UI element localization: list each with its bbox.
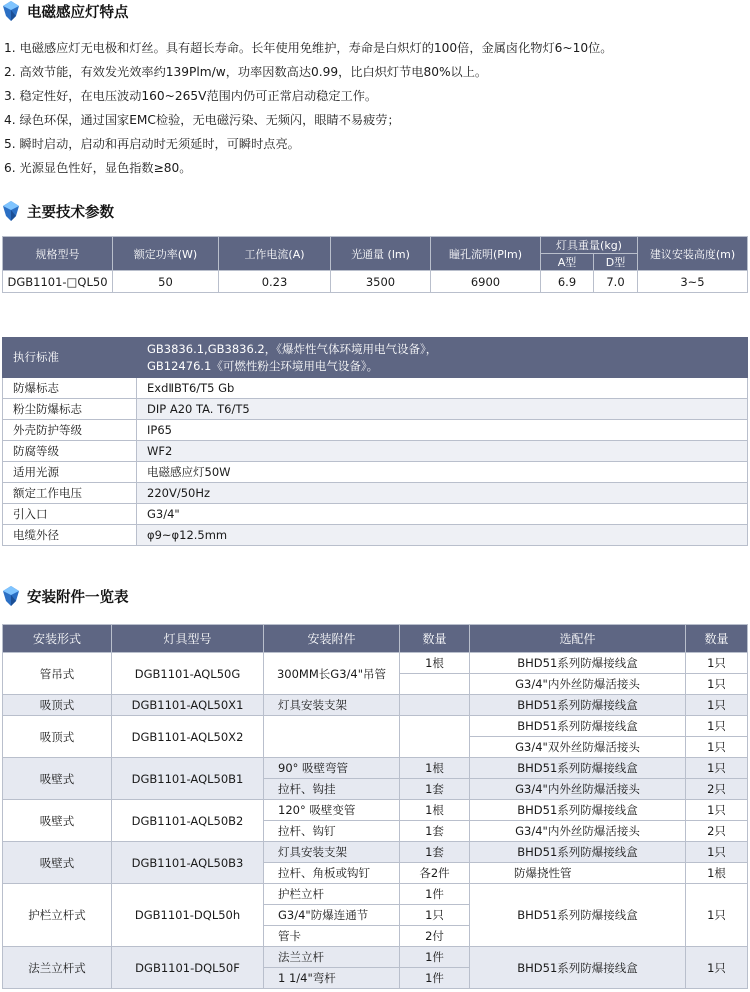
acc-part: 拉杆、钩挂 <box>264 779 400 800</box>
specs-header-weight: 灯具重量(kg) <box>541 237 638 254</box>
acc-option: G3/4"内外丝防爆活接头 <box>470 779 686 800</box>
specs-header-weight-a: A型 <box>541 254 594 271</box>
acc-row <box>3 947 748 968</box>
specs-table <box>2 236 748 293</box>
standards-label: 执行标准 <box>3 338 137 378</box>
standards-table <box>2 337 748 546</box>
acc-form: 法兰立杆式 <box>3 947 112 989</box>
specs-cell: 0.23 <box>219 271 331 293</box>
standards-label: 适用光源 <box>3 462 137 483</box>
specs-header-model: 规格型号 <box>3 237 113 271</box>
standards-row <box>3 399 748 420</box>
gem-icon <box>3 586 19 606</box>
acc-header: 数量 <box>400 625 470 653</box>
feature-item: 6. 光源显色性好，显色指数≥80。 <box>4 161 192 175</box>
specs-header-aperture: 瞳孔流明(Plm) <box>431 237 541 271</box>
feature-item: 2. 高效节能，有效发光效率约139Plm/w，功率因数高达0.99，比白炽灯节电80%以上。 <box>4 65 488 79</box>
acc-option: 防爆挠性管 <box>470 863 686 884</box>
standards-label: 粉尘防爆标志 <box>3 399 137 420</box>
gem-icon <box>3 201 19 221</box>
acc-qty: 1件 <box>400 947 470 968</box>
acc-option: BHD51系列防爆接线盒 <box>470 800 686 821</box>
standards-label: 防爆标志 <box>3 378 137 399</box>
acc-oqty: 1只 <box>686 884 748 947</box>
acc-model: DGB1101-AQL50B2 <box>112 800 264 842</box>
specs-header-flux: 光通量 (lm) <box>331 237 431 271</box>
acc-qty: 各2件 <box>400 863 470 884</box>
specs-cell: 50 <box>113 271 219 293</box>
acc-header: 灯具型号 <box>112 625 264 653</box>
acc-model: DGB1101-AQL50B1 <box>112 758 264 800</box>
acc-qty: 1件 <box>400 884 470 905</box>
specs-cell: DGB1101-□QL50 <box>3 271 113 293</box>
standards-value: 220V/50Hz <box>137 483 748 504</box>
gem-icon <box>3 1 19 21</box>
acc-option: BHD51系列防爆接线盒 <box>470 884 686 947</box>
acc-qty: 1套 <box>400 821 470 842</box>
acc-form: 吸壁式 <box>3 842 112 884</box>
tech-section-title <box>0 200 114 222</box>
acc-part: 拉杆、角板或钩钉 <box>264 863 400 884</box>
acc-qty: 1根 <box>400 800 470 821</box>
acc-oqty: 1只 <box>686 695 748 716</box>
acc-option: G3/4"内外丝防爆活接头 <box>470 821 686 842</box>
standards-value: ExdⅡBT6/T5 Gb <box>137 378 748 399</box>
acc-row <box>3 800 748 821</box>
specs-cell: 7.0 <box>594 271 638 293</box>
acc-part <box>264 716 400 758</box>
standards-label: 引入口 <box>3 504 137 525</box>
acc-option: BHD51系列防爆接线盒 <box>470 716 686 737</box>
acc-row <box>3 695 748 716</box>
acc-oqty: 1只 <box>686 737 748 758</box>
acc-oqty: 1只 <box>686 947 748 989</box>
accessories-title: 安装附件一览表 <box>27 589 129 606</box>
standards-line: GB3836.1,GB3836.2，《爆炸性气体环境用电气设备》， <box>147 341 438 356</box>
standards-row <box>3 441 748 462</box>
standards-row <box>3 462 748 483</box>
specs-header-power: 额定功率(W) <box>113 237 219 271</box>
standards-label: 外壳防护等级 <box>3 420 137 441</box>
acc-row <box>3 716 748 737</box>
tech-title: 主要技术参数 <box>27 204 114 221</box>
acc-form: 护栏立杆式 <box>3 884 112 947</box>
acc-qty <box>400 695 470 716</box>
acc-qty: 1根 <box>400 653 470 674</box>
acc-part: 120° 吸壁变管 <box>264 800 400 821</box>
acc-option: BHD51系列防爆接线盒 <box>470 653 686 674</box>
acc-header: 安装形式 <box>3 625 112 653</box>
acc-row <box>3 884 748 905</box>
acc-option: BHD51系列防爆接线盒 <box>470 947 686 989</box>
acc-part: 300MM长G3/4"吊管 <box>264 653 400 695</box>
specs-row <box>3 271 748 293</box>
acc-form: 管吊式 <box>3 653 112 695</box>
specs-cell: 3~5 <box>638 271 748 293</box>
acc-row <box>3 758 748 779</box>
acc-part: 90° 吸壁弯管 <box>264 758 400 779</box>
acc-row <box>3 842 748 863</box>
acc-qty: 1只 <box>400 905 470 926</box>
standards-value: 电磁感应灯50W <box>137 462 748 483</box>
acc-part: 灯具安装支架 <box>264 695 400 716</box>
acc-qty <box>400 716 470 758</box>
acc-qty: 1套 <box>400 779 470 800</box>
acc-qty: 2付 <box>400 926 470 947</box>
acc-header: 选配件 <box>470 625 686 653</box>
standards-row <box>3 378 748 399</box>
acc-form: 吸壁式 <box>3 758 112 800</box>
acc-option: BHD51系列防爆接线盒 <box>470 842 686 863</box>
acc-oqty: 1只 <box>686 653 748 674</box>
acc-oqty: 1只 <box>686 716 748 737</box>
standards-row <box>3 483 748 504</box>
acc-option: BHD51系列防爆接线盒 <box>470 758 686 779</box>
acc-option: G3/4"内外丝防爆活接头 <box>470 674 686 695</box>
specs-header-height: 建议安装高度(m) <box>638 237 748 271</box>
acc-part: 护栏立杆 <box>264 884 400 905</box>
acc-option: BHD51系列防爆接线盒 <box>470 695 686 716</box>
acc-qty: 1套 <box>400 842 470 863</box>
acc-option: G3/4"双外丝防爆活接头 <box>470 737 686 758</box>
acc-oqty: 2只 <box>686 779 748 800</box>
acc-part: 管卡 <box>264 926 400 947</box>
acc-part: 1 1/4"弯杆 <box>264 968 400 989</box>
feature-item: 4. 绿色环保，通过国家EMC检验，无电磁污染、无频闪，眼睛不易疲劳； <box>4 113 400 127</box>
acc-form: 吸顶式 <box>3 695 112 716</box>
acc-oqty: 1只 <box>686 800 748 821</box>
acc-qty: 1件 <box>400 968 470 989</box>
acc-oqty: 2只 <box>686 821 748 842</box>
acc-oqty: 1只 <box>686 758 748 779</box>
standards-value: φ9~φ12.5mm <box>137 525 748 546</box>
acc-oqty: 1只 <box>686 842 748 863</box>
standards-value: DIP A20 TA. T6/T5 <box>137 399 748 420</box>
feature-item: 5. 瞬时启动，启动和再启动时无须延时，可瞬时点亮。 <box>4 137 300 151</box>
acc-form: 吸壁式 <box>3 800 112 842</box>
feature-item: 3. 稳定性好，在电压波动160~265V范围内仍可正常启动稳定工作。 <box>4 89 378 103</box>
standards-value: IP65 <box>137 420 748 441</box>
accessories-table <box>2 624 748 989</box>
acc-form: 吸顶式 <box>3 716 112 758</box>
accessories-section-title <box>0 585 129 607</box>
standards-row <box>3 504 748 525</box>
acc-part: 法兰立杆 <box>264 947 400 968</box>
specs-cell: 6.9 <box>541 271 594 293</box>
acc-model: DGB1101-DQL50F <box>112 947 264 989</box>
acc-header: 数量 <box>686 625 748 653</box>
specs-header-weight-d: D型 <box>594 254 638 271</box>
standards-row <box>3 420 748 441</box>
acc-qty: 1根 <box>400 758 470 779</box>
features-section-title <box>0 0 129 22</box>
standards-value: G3/4" <box>137 504 748 525</box>
specs-cell: 3500 <box>331 271 431 293</box>
standards-row <box>3 525 748 546</box>
acc-part: 拉杆、钩钉 <box>264 821 400 842</box>
acc-model: DGB1101-AQL50B3 <box>112 842 264 884</box>
acc-model: DGB1101-AQL50X1 <box>112 695 264 716</box>
specs-header-current: 工作电流(A) <box>219 237 331 271</box>
acc-model: DGB1101-AQL50G <box>112 653 264 695</box>
standards-value <box>137 338 748 378</box>
acc-oqty: 1只 <box>686 674 748 695</box>
standards-label: 防腐等级 <box>3 441 137 462</box>
features-title: 电磁感应灯特点 <box>27 4 129 21</box>
acc-header: 安装附件 <box>264 625 400 653</box>
specs-cell: 6900 <box>431 271 541 293</box>
standards-label: 额定工作电压 <box>3 483 137 504</box>
standards-row <box>3 338 748 378</box>
feature-item: 1. 电磁感应灯无电极和灯丝。具有超长寿命。长年使用免维护，寿命是白炽灯的100倍，金属卤化物灯6~10位。 <box>4 41 613 55</box>
acc-part: 灯具安装支架 <box>264 842 400 863</box>
acc-part: G3/4"防爆连通节 <box>264 905 400 926</box>
acc-model: DGB1101-DQL50h <box>112 884 264 947</box>
acc-qty <box>400 674 470 695</box>
acc-row <box>3 653 748 674</box>
acc-model: DGB1101-AQL50X2 <box>112 716 264 758</box>
feature-list <box>4 36 613 180</box>
standards-line: GB12476.1《可燃性粉尘环境用电气设备》。 <box>147 358 379 373</box>
acc-oqty: 1根 <box>686 863 748 884</box>
standards-value: WF2 <box>137 441 748 462</box>
standards-label: 电缆外径 <box>3 525 137 546</box>
